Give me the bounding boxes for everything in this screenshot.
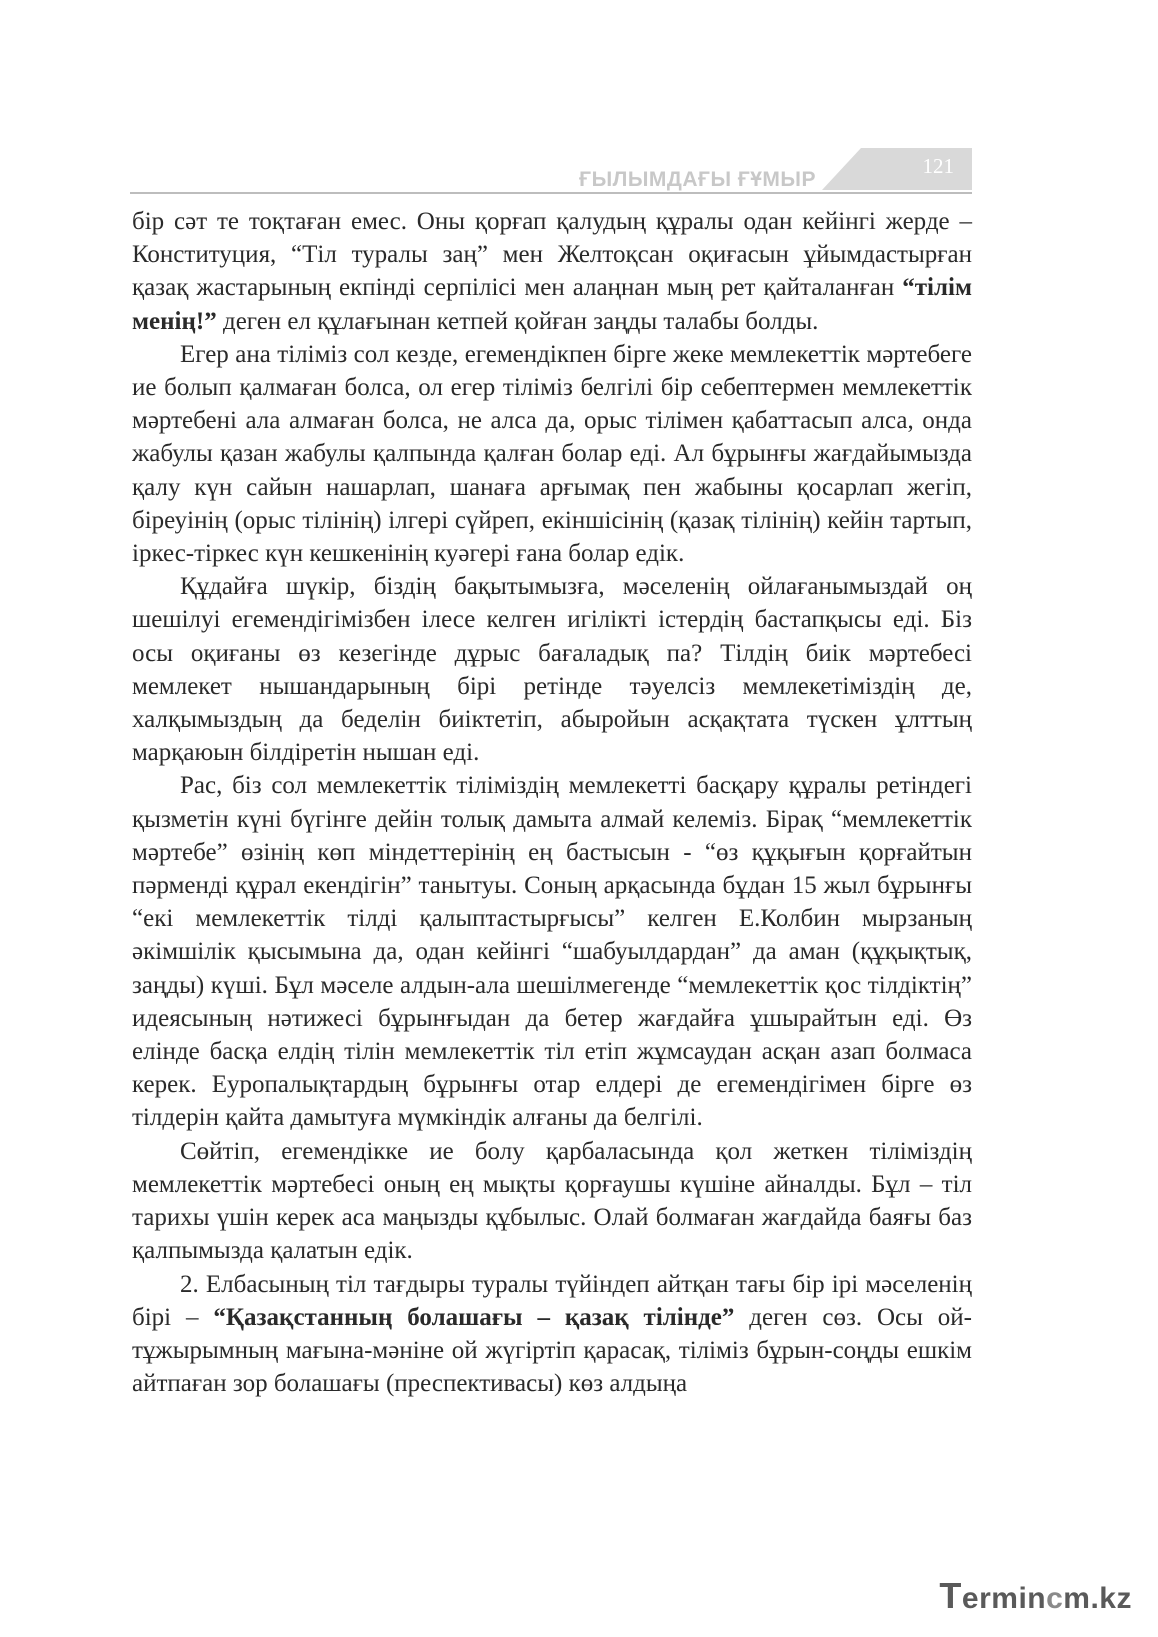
watermark-search-o: c xyxy=(1046,1582,1064,1615)
watermark-part1: ermin xyxy=(961,1582,1047,1615)
paragraph-4: Рас, біз сол мемлекеттік тіліміздің мемлекетті басқару құралы ретіндегі қызметін күні бүгінге дейін толық дамыта алмай келеміз. Бірақ “мемлекеттік мәртебе” өзінің көп міндеттерінің ең бастысын - “өз құқығын қорғайтын пәрменді құрал екендігін” танытуы. Соның арқасында бұдан 15 жыл бұрынғы “екі мемлекеттік тілді қалыптастырғысы” келген Е.Колбин мырзаның әкімшілік қысымына да, одан кейінгі “шабуылдардан” да аман (құқықтық, заңды) күші. Бұл мәселе алдын-ала шешілмегенде “мемлекеттік қос тілдіктің” идеясының нәтижесі бұрынғыдан да бетер жағдайға ұшырайтын еді. Өз елінде басқа елдің тілін мемлекеттік тіл етіп жұмсаудан асқан азап болмаса керек. Еуропалықтардың бұрынғы отар елдері де егемендігімен бірге өз тілдерін қайта дамытуға мүмкіндік алғаны да белгілі. xyxy=(132,772,972,1132)
running-header-title: ҒЫЛЫМДАҒЫ ҒҰМЫР xyxy=(579,168,816,191)
paragraph-1-text: бір сәт те тоқтаған емес. Оны қорғап қалудың құралы одан кейінгі жерде –Конституция, “Тіл туралы заң” мен Желтоқсан оқиғасын ұйымдастырған қазақ жастарының екпінді серпілісі мен алаңнан мың рет қайталанған xyxy=(132,208,972,302)
page-number: 121 xyxy=(922,154,954,178)
paragraph-6 xyxy=(132,1268,972,1401)
watermark-t: T xyxy=(939,1575,962,1616)
header-rule xyxy=(130,192,972,194)
running-header xyxy=(130,148,972,196)
watermark-part2: m.kz xyxy=(1063,1582,1132,1615)
paragraph-6-end: деген сөз. Осы ой-тұжырымның мағына-мәніне ой жүгіртіп қарасақ, тіліміз бұрын-соңды ешкім айтпаған зор болашағы (преспективасы) көз алдыңа xyxy=(132,1303,972,1398)
paragraph-2: Егер ана тіліміз сол кезде, егемендікпен бірге жеке мемлекеттік мәртебеге ие болып қалмаған болса, ол егер тіліміз белгілі бір себептермен мемлекеттік мәртебені ала алмаған болса, не алса да, орыс тілімен қабаттасып алса, онда жабулы қазан жабулы қалпында қалған болар еді. Ал бұрынғы жағдайымызда қалу күн сайын нашарлап, шанаға арғымақ пен жабыны қосарлап жегіп, біреуінің (орыс тілінің) ілгері сүйреп, екіншісінің (қазақ тілінің) кейін тартып, іркес-тіркес күн кешкенінің куәгері ғана болар едік. xyxy=(132,340,972,568)
paragraph-6-text: 2. Елбасының тіл тағдыры туралы түйіндеп айтқан тағы бір ірі мәселенің бірі – xyxy=(132,1270,972,1331)
paragraph-1 xyxy=(132,205,972,338)
body-text xyxy=(132,205,972,1400)
paragraph-3: Құдайға шүкір, біздің бақытымызға, мәселенің ойлағанымыздай оң шешілуі егемендігімізбен ілесе келген игілікті істердің бастапқысы еді. Біз осы оқиғаны өз кезегінде дұрыс бағаладық па? Тілдің биік мәртебесі мемлекет нышандарының бірі ретінде тәуелсіз мемлекетіміздің де, халқымыздың да беделін биіктетіп, абыройын асқақтата түскен ұлттың марқаюын білдіретін нышан еді. xyxy=(132,573,972,767)
termincom-watermark xyxy=(939,1575,1132,1617)
paragraph-6-bold: “Қазақстанның болашағы – қазақ тілінде” xyxy=(213,1303,735,1331)
paragraph-1-bold: “тілім менің!” xyxy=(132,274,973,335)
paragraph-5: Сөйтіп, егемендікке ие болу қарбаласында қол жеткен тіліміздің мемлекеттік мәртебесі оның ең мықты қорғаушы күшіне айналды. Бұл – тіл тарихы үшін керек аса маңызды құбылыс. Олай болмаған жағдайда баяғы баз қалпымызда қалатын едік. xyxy=(132,1137,972,1265)
paragraph-1-end: деген ел құлағынан кетпей қойған заңды талабы болды. xyxy=(216,307,819,335)
